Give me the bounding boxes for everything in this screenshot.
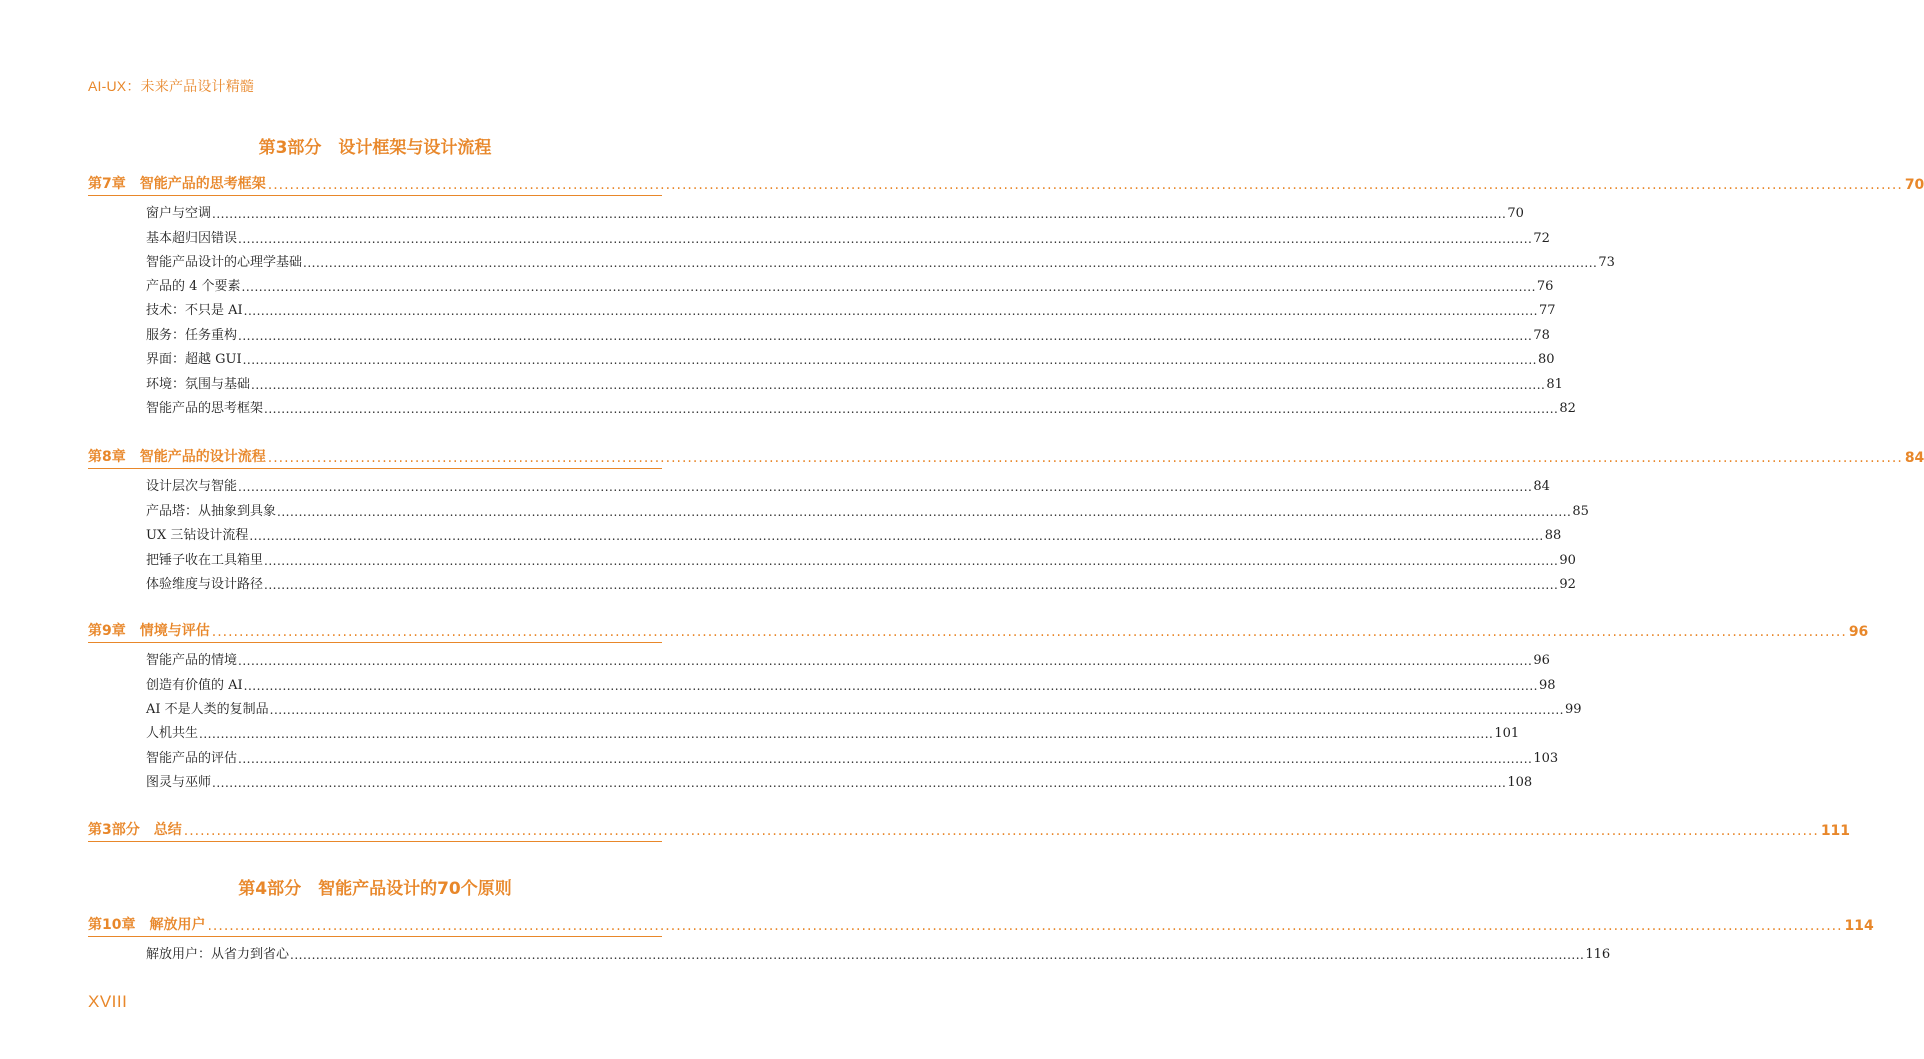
chapter-page: 111 [1820,823,1851,839]
leader-dots: ............................................................................................................................................................................................................................................................................................................ [264,402,1559,416]
leader-dots: ............................................................................................................................................................................................................................................................................................................ [212,776,1507,790]
toc-entry[interactable] [146,673,1556,693]
entry-page: 96 [1533,653,1550,668]
chapter-heading[interactable] [88,442,1924,469]
entry-page: 84 [1533,479,1550,494]
entry-title: UX 三钻设计流程 [146,528,249,543]
leader-dots: ............................................................................................................................................................................................................................................................................................................ [290,948,1585,962]
chapter-heading[interactable] [88,169,1924,196]
page-number: XVIII [88,992,128,1011]
toc-entry[interactable] [146,298,1556,318]
chapter-heading[interactable] [88,815,1851,842]
leader-dots: ............................................................................................................................................................................................................................................................................................................ [238,329,1533,343]
entry-title: 创造有价值的 AI [146,678,243,693]
toc-entry[interactable] [146,548,1576,568]
part-title: 第4部分 智能产品设计的70个原则 [238,879,512,899]
entry-page: 80 [1537,352,1555,367]
leader-dots: ............................................................................................................................................................................................................................................................................................................ [238,752,1533,766]
entry-page: 98 [1539,678,1556,693]
toc-entry[interactable] [146,746,1559,766]
leader-dots: ............................................................................................................................................................................................................................................................................................................ [207,918,1843,934]
chapter-page: 114 [1844,918,1874,934]
entry-page: 103 [1533,751,1559,766]
entry-page: 73 [1598,255,1615,270]
chapter-label: 第10章 解放用户 [88,917,206,933]
toc-entry[interactable] [146,474,1550,494]
entry-page: 81 [1546,377,1563,392]
chapter-label: 第9章 情境与评估 [88,623,210,639]
toc-entry[interactable] [146,347,1555,367]
part-title: 第3部分 设计框架与设计流程 [258,138,492,158]
toc-entry[interactable] [146,396,1576,416]
entry-title: 智能产品设计的心理学基础 [146,255,303,270]
leader-dots: ............................................................................................................................................................................................................................................................................................................ [238,232,1533,246]
toc-entry[interactable] [146,942,1611,962]
entry-page: 88 [1544,528,1562,543]
chapter-heading[interactable] [88,910,1874,937]
entry-title: 环境：氛围与基础 [146,377,251,392]
entry-title: AI 不是人类的复制品 [146,702,269,717]
entry-title: 窗户与空调 [146,206,212,221]
entry-title: 设计层次与智能 [146,479,238,494]
entry-title: 智能产品的评估 [146,751,238,766]
toc-entry[interactable] [146,770,1533,790]
chapter-page: 84 [1904,450,1924,466]
entry-page: 78 [1533,328,1550,343]
leader-dots: ............................................................................................................................................................................................................................................................................................................ [238,654,1533,668]
toc-entry[interactable] [146,499,1589,519]
entry-page: 72 [1533,231,1550,246]
toc-entry[interactable] [146,697,1582,717]
entry-page: 92 [1559,577,1576,592]
leader-dots: ............................................................................................................................................................................................................................................................................................................ [238,480,1533,494]
entry-title: 体验维度与设计路径 [146,577,264,592]
leader-dots: ............................................................................................................................................................................................................................................................................................................ [242,353,1537,367]
toc-entry[interactable] [146,523,1562,543]
entry-title: 基本超归因错误 [146,231,238,246]
chapter-label: 第3部分 总结 [88,822,182,838]
entry-page: 116 [1585,947,1611,962]
leader-dots: ............................................................................................................................................................................................................................................................................................................ [243,679,1538,693]
entry-title: 产品塔：从抽象到具象 [146,504,277,519]
leader-dots: ............................................................................................................................................................................................................................................................................................................ [303,256,1598,270]
chapter-label: 第7章 智能产品的思考框架 [88,176,266,192]
entry-page: 82 [1559,401,1576,416]
toc-entry[interactable] [146,226,1550,246]
entry-title: 服务：任务重构 [146,328,238,343]
entry-title: 智能产品的思考框架 [146,401,264,416]
leader-dots: ............................................................................................................................................................................................................................................................................................................ [243,304,1538,318]
entry-title: 解放用户：从省力到省心 [146,947,290,962]
entry-title: 智能产品的情境 [146,653,238,668]
leader-dots: ............................................................................................................................................................................................................................................................................................................ [264,554,1559,568]
entry-page: 101 [1494,726,1520,741]
leader-dots: ............................................................................................................................................................................................................................................................................................................ [183,823,1819,839]
toc-entry[interactable] [146,201,1524,221]
entry-title: 把锤子收在工具箱里 [146,553,264,568]
entry-page: 108 [1507,775,1533,790]
leader-dots: ............................................................................................................................................................................................................................................................................................................ [267,177,1903,193]
toc-entry[interactable] [146,250,1615,270]
chapter-page: 70 [1904,177,1924,193]
toc-entry[interactable] [146,721,1520,741]
running-header: AI-UX：未来产品设计精髓 [88,78,255,94]
leader-dots: ............................................................................................................................................................................................................................................................................................................ [264,578,1559,592]
leader-dots: ............................................................................................................................................................................................................................................................................................................ [212,207,1507,221]
toc-entry[interactable] [146,372,1563,392]
leader-dots: ............................................................................................................................................................................................................................................................................................................ [269,703,1564,717]
entry-title: 界面：超越 GUI [146,352,242,367]
toc-entry[interactable] [146,572,1576,592]
entry-page: 85 [1572,504,1589,519]
chapter-label: 第8章 智能产品的设计流程 [88,449,266,465]
leader-dots: ............................................................................................................................................................................................................................................................................................................ [241,280,1536,294]
entry-page: 99 [1565,702,1582,717]
toc-entry[interactable] [146,648,1550,668]
leader-dots: ............................................................................................................................................................................................................................................................................................................ [199,727,1494,741]
leader-dots: ............................................................................................................................................................................................................................................................................................................ [277,505,1572,519]
entry-page: 90 [1559,553,1576,568]
entry-title: 人机共生 [146,726,199,741]
entry-title: 图灵与巫师 [146,775,212,790]
entry-page: 70 [1507,206,1524,221]
chapter-page: 96 [1848,624,1869,640]
toc-entry[interactable] [146,323,1550,343]
entry-title: 技术：不只是 AI [146,303,243,318]
chapter-heading[interactable] [88,616,1869,643]
leader-dots: ............................................................................................................................................................................................................................................................................................................ [211,624,1847,640]
entry-title: 产品的 4 个要素 [146,279,241,294]
entry-page: 77 [1539,303,1556,318]
leader-dots: ............................................................................................................................................................................................................................................................................................................ [249,529,1544,543]
entry-page: 76 [1536,279,1554,294]
leader-dots: ............................................................................................................................................................................................................................................................................................................ [251,378,1546,392]
toc-entry[interactable] [146,274,1554,294]
leader-dots: ............................................................................................................................................................................................................................................................................................................ [267,450,1903,466]
